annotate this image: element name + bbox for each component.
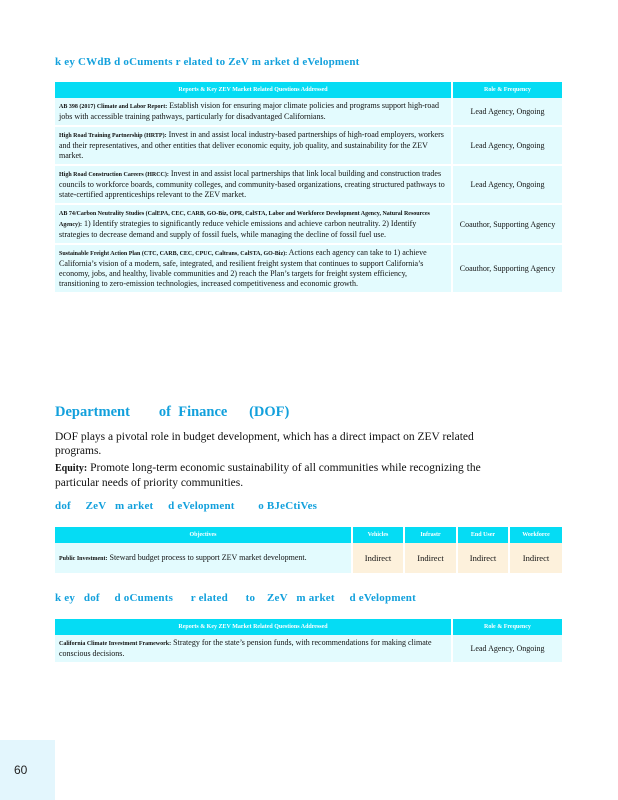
equity-text: Promote long-term economic sustainability of all communities while recognizing the particular needs of priority communities.	[55, 462, 481, 489]
role-frequency: Coauthor, Supporting Agency	[452, 204, 562, 244]
workforce-impact: Indirect	[509, 543, 562, 573]
column-header-workforce: Workforce	[509, 527, 562, 543]
column-header-reports: Reports & Key ZEV Market Related Questions Addressed	[55, 619, 452, 635]
report-title: AB 74/Carbon Neutrality Studies (CalEPA, CEC, CARB, GO-Biz, OPR, CalSTA, Labor and Workforce Development Agency, Natural Resources Agency):	[59, 211, 430, 228]
report-text: Strategy for the state’s pension funds, with recommendations for making climate conscious decisions.	[59, 638, 432, 658]
role-frequency: Lead Agency, Ongoing	[452, 165, 562, 204]
objective-text: Steward budget process to support ZEV market development.	[107, 552, 307, 562]
report-description	[55, 165, 452, 204]
dof-section-title: Department of Finance (DOF)	[55, 404, 290, 420]
end-user-impact: Indirect	[457, 543, 509, 573]
table-row	[55, 543, 562, 573]
page-number: 60	[14, 763, 28, 777]
report-text: Actions each agency can take to 1) achieve California’s vision of a modern, safe, integrated, and resilient freight system that continues to support California’s economy, jobs, and healthy, livable communities and 2) reach the Plan’s targets for freight system efficiency, transitioning to zero-emission technologies, increased competitiveness and economic growth.	[59, 248, 427, 288]
role-frequency: Lead Agency, Ongoing	[452, 126, 562, 165]
column-header-role: Role & Frequency	[452, 82, 562, 98]
section-heading-dof-documents: k ey dof d oCuments r elated to ZeV m arket d eVelopment	[55, 592, 416, 604]
table-row	[55, 126, 562, 165]
dof-description: DOF plays a pivotal role in budget development, which has a direct impact on ZEV related programs.	[55, 431, 474, 457]
report-description	[55, 98, 452, 126]
vehicles-impact: Indirect	[352, 543, 404, 573]
dof-documents-table	[55, 619, 562, 664]
objective-description	[55, 543, 352, 573]
infrastructure-impact: Indirect	[404, 543, 457, 573]
report-text: Invest in and assist local industry-based partnerships of high-road employers, workers and their representatives, and other entities that deliver economic equity, job quality, and sustainability for the ZEV market.	[59, 130, 444, 160]
report-title: AB 398 (2017) Climate and Labor Report:	[59, 104, 168, 110]
report-text: 1) Identify strategies to significantly reduce vehicle emissions and achieve carbon neutrality. 2) Identify strategies to decrease demand and supply of fossil fuels, while managing the decline of fossil fuel use.	[59, 219, 417, 239]
report-title: Sustainable Freight Action Plan (CTC, CARB, CEC, CPUC, Caltrans, CalSTA, GO-Biz):	[59, 251, 288, 257]
section-heading-dof-objectives: dof ZeV m arket d eVelopment o BJeCtiVes	[55, 500, 318, 512]
table-row	[55, 165, 562, 204]
table-row	[55, 635, 562, 663]
report-text: Invest in and assist local partnerships that link local building and construction trades councils to workforce boards, community colleges, and community-based organizations, creating structured pathways to state-certified apprenticeships relevant to the ZEV market.	[59, 169, 445, 199]
role-frequency: Lead Agency, Ongoing	[452, 98, 562, 126]
role-frequency: Lead Agency, Ongoing	[452, 635, 562, 663]
column-header-vehicles: Vehicles	[352, 527, 404, 543]
column-header-objectives: Objectives	[55, 527, 352, 543]
column-header-reports: Reports & Key ZEV Market Related Questions Addressed	[55, 82, 452, 98]
report-title: California Climate Investment Framework:	[59, 641, 172, 647]
section-heading-cwdb-documents: k ey CWdB d oCuments r elated to ZeV m arket d eVelopment	[55, 56, 360, 68]
report-description	[55, 244, 452, 293]
equity-label: Equity:	[55, 463, 88, 474]
equity-statement	[55, 461, 485, 490]
report-title: High Road Training Partnership (HRTP):	[59, 133, 167, 139]
column-header-role: Role & Frequency	[452, 619, 562, 635]
column-header-infrastructure: Infrastr	[404, 527, 457, 543]
report-title: High Road Construction Careers (HRCC):	[59, 172, 169, 178]
report-text: Establish vision for ensuring major climate policies and programs support high-road jobs with accessible training pathways, particularly for disadvantaged Californians.	[59, 101, 439, 121]
report-description	[55, 635, 452, 663]
dof-objectives-table	[55, 527, 562, 573]
objective-title: Public Investment:	[59, 555, 108, 562]
report-description	[55, 204, 452, 244]
cwdb-documents-table	[55, 82, 562, 294]
page-number-box	[0, 740, 55, 800]
table-row	[55, 98, 562, 126]
column-header-end-user: End User	[457, 527, 509, 543]
table-row	[55, 204, 562, 244]
report-description	[55, 126, 452, 165]
table-row	[55, 244, 562, 293]
role-frequency: Coauthor, Supporting Agency	[452, 244, 562, 293]
